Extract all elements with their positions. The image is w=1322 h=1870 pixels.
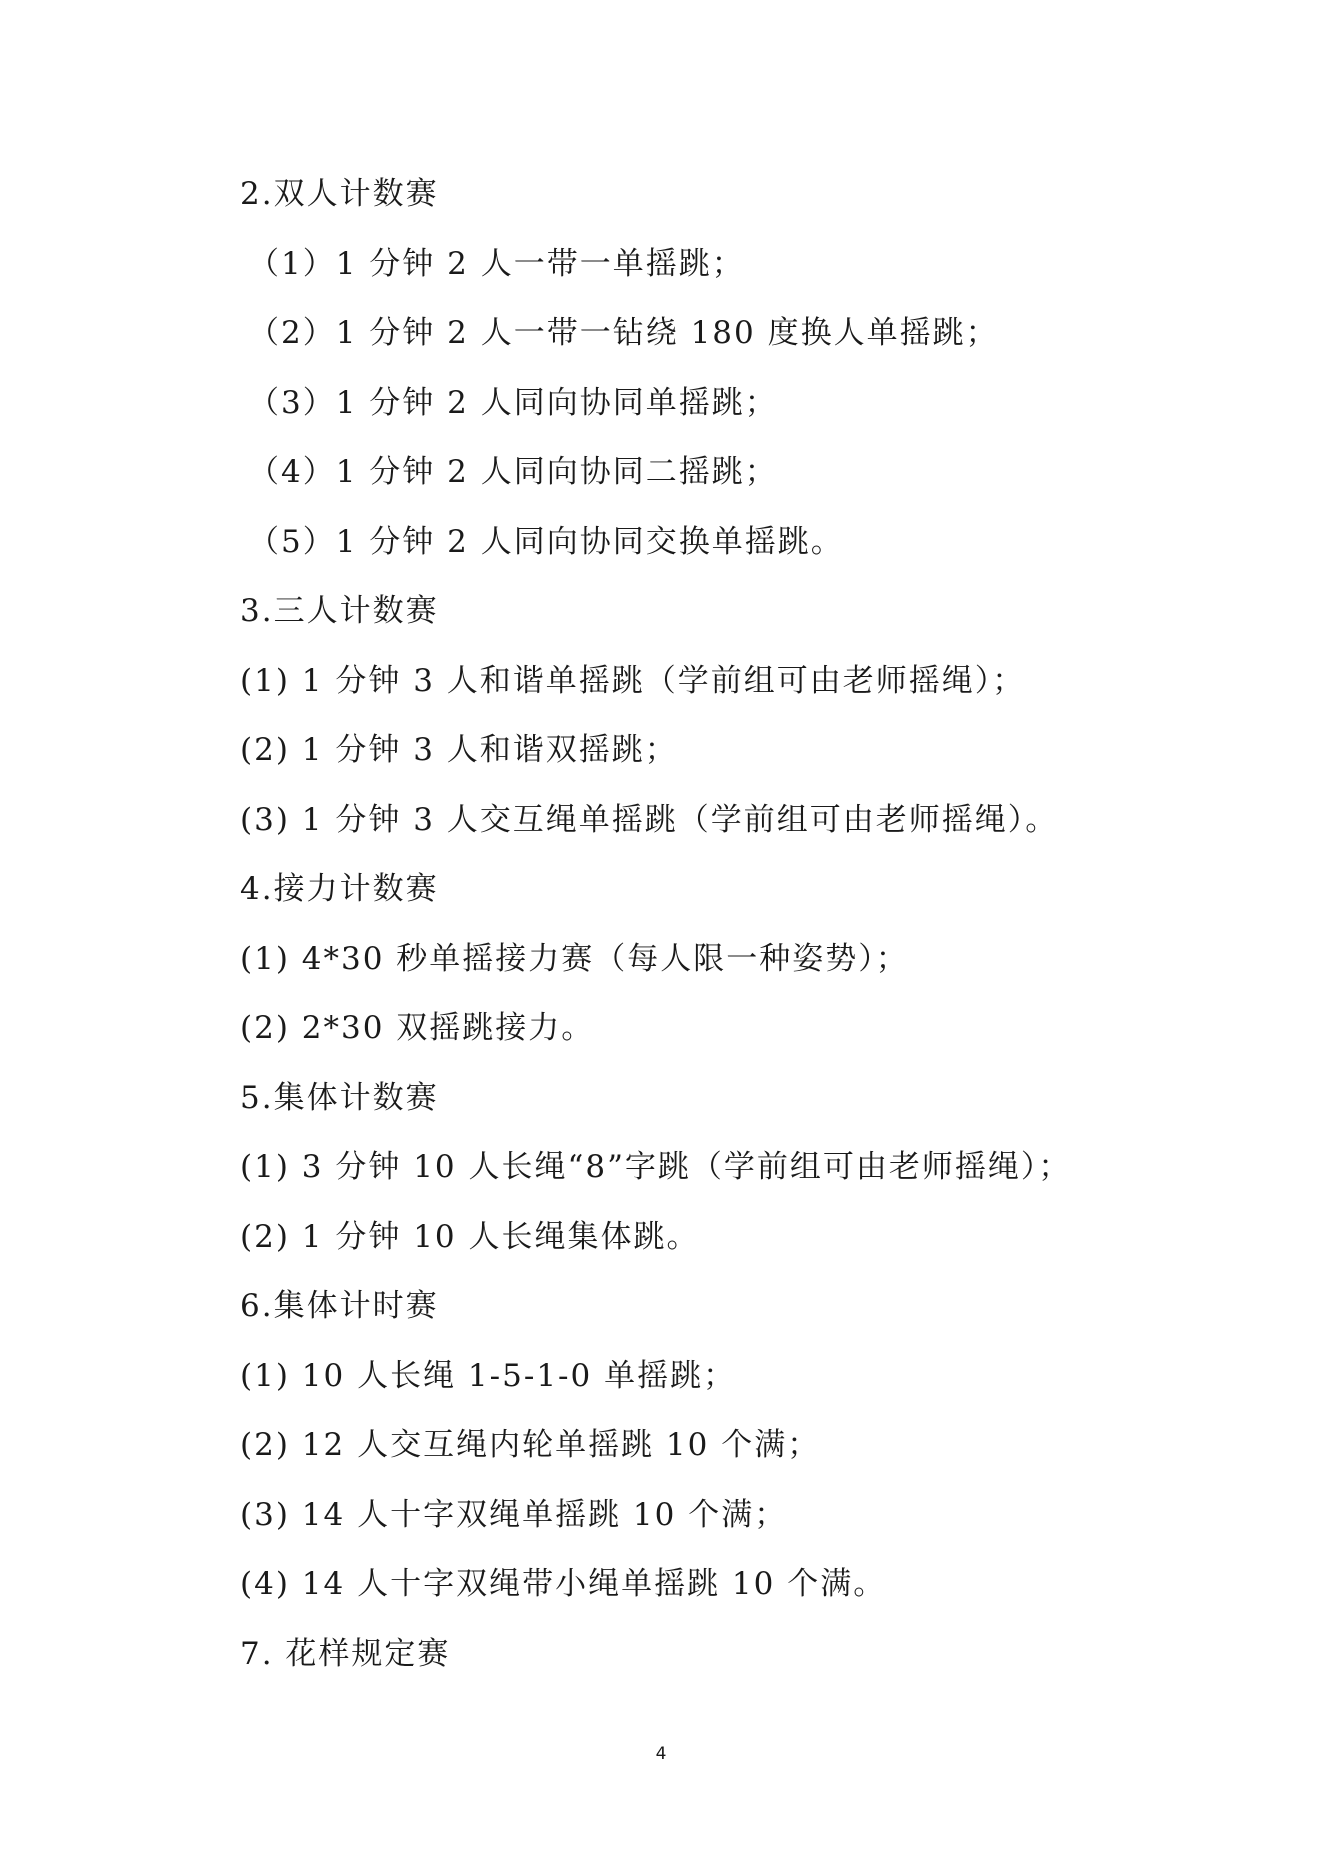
list-item: (2) 2*30 双摇跳接力。 [240, 1010, 595, 1046]
list-item: （1）1 分钟 2 人一带一单摇跳； [248, 245, 745, 282]
list-item: （2）1 分钟 2 人一带一钻绕 180 度换人单摇跳； [248, 315, 999, 351]
section-heading-trio-count: 3.三人计数赛 [240, 593, 439, 629]
list-item: (1) 1 分钟 3 人和谐单摇跳（学前组可由老师摇绳）； [240, 662, 1026, 699]
list-item: (2) 1 分钟 10 人长绳集体跳。 [240, 1218, 700, 1255]
section-heading-pair-count: 2.双人计数赛 [240, 176, 439, 212]
list-item: (3) 14 人十字双绳单摇跳 10 个满； [240, 1496, 788, 1533]
section-heading-freestyle: 7. 花样规定赛 [240, 1635, 451, 1672]
section-heading-group-timed: 6.集体计时赛 [240, 1288, 439, 1324]
list-item: (1) 3 分钟 10 人长绳“8”字跳（学前组可由老师摇绳）； [240, 1149, 1072, 1185]
page-number: 4 [655, 1744, 667, 1764]
list-item: (1) 4*30 秒单摇接力赛（每人限一种姿势）； [240, 940, 909, 977]
section-heading-group-count: 5.集体计数赛 [240, 1079, 439, 1116]
list-item: （5）1 分钟 2 人同向协同交换单摇跳。 [248, 523, 844, 560]
list-item: （4）1 分钟 2 人同向协同二摇跳； [248, 454, 778, 490]
list-item: （3）1 分钟 2 人同向协同单摇跳； [248, 384, 778, 421]
list-item: (3) 1 分钟 3 人交互绳单摇跳（学前组可由老师摇绳）。 [240, 801, 1059, 838]
list-item: (4) 14 人十字双绳带小绳单摇跳 10 个满。 [240, 1566, 887, 1602]
list-item: (2) 12 人交互绳内轮单摇跳 10 个满； [240, 1427, 821, 1463]
list-item: (1) 10 人长绳 1-5-1-0 单摇跳； [240, 1357, 737, 1394]
section-heading-relay-count: 4.接力计数赛 [240, 871, 439, 907]
document-body [240, 168, 1180, 1697]
list-item: (2) 1 分钟 3 人和谐双摇跳； [240, 732, 678, 768]
